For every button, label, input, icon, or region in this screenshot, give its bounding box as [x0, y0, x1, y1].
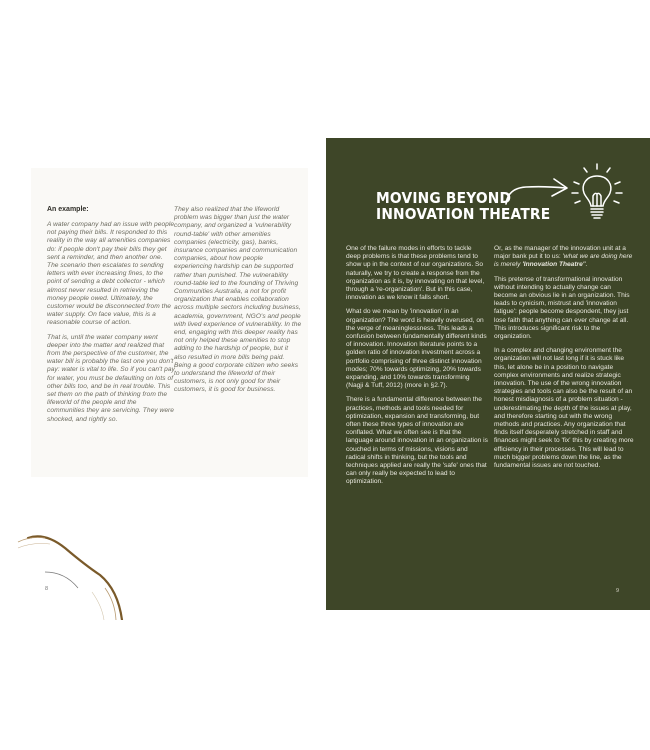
- title-line-2: INNOVATION THEATRE: [376, 205, 551, 223]
- example-callout-box: [31, 168, 308, 477]
- body-column-2: [494, 245, 636, 476]
- quote-bold-term: 'Innovation Theatre': [522, 261, 585, 269]
- page-number-left: 8: [45, 586, 49, 592]
- quote-end: '.: [584, 261, 588, 269]
- quote-italic: 'what we are doing here is merely: [494, 253, 633, 269]
- body-paragraph: One of the failure modes in efforts to tackle deep problems is that these problems tend to show up in the context of our organizations. So naturally, we try to create a response from the organization as it is, by innovating on that level, through a 're-organization'. But in this case, innovation as we know it falls short.: [346, 245, 485, 302]
- quote-paragraph: [494, 245, 636, 270]
- example-heading: An example:: [47, 206, 89, 213]
- body-column-1: [346, 245, 488, 493]
- brush-stroke-decoration-icon: [10, 530, 130, 620]
- example-paragraph: A water company had an issue with people not paying their bills. It responded to this reality in the way all amenities companies do: if people don't pay their bills they get sent a reminder, and then another one. The scenario then escalates to sending letters with ever increasing fines, to the point of sending a debt collector - which almost never resulted in retrieving the money people owed. Ultimately, the customer would be disconnected from the water supply. On face value, this is a reasonable course of action.: [47, 221, 175, 327]
- right-page: [326, 138, 650, 610]
- body-paragraph: What do we mean by 'innovation' in an organization? The word is heavily overused, on the verge of meaninglessness. This leads a confusion between fundamentally different kinds of innovation. Innovation literature points to a golden ratio of innovation investment across a portfolio comprising of three distinct innovation modes; 70% towards optimizing, 20% towards expanding, and 10% towards transforming (Nagji & Tuff, 2012) (more in §2.7).: [346, 308, 487, 390]
- body-paragraph: There is a fundamental difference between the practices, methods and tools needed for optimization, expansion and transforming, but often these three types of innovation are conflated. What we often see is that the language around innovation in an organization is couched in terms of missions, visions and radical shifts in thinking, but the tools and techniques applied are really the 'safe' ones that can only really be expected to lead to optimization.: [346, 396, 488, 486]
- example-paragraph: They also realized that the lifeworld problem was bigger than just the water company, and organized a 'vulnerability round-table' with other amenities companies (electricity, gas), banks, insurance companies and communication companies, about how people experiencing hardship can be supported rather than punished. The vulnerability round-table led to the founding of Thriving Communities Australia, a not for profit organization that enables collaboration across multiple sectors including business, academia, government, NGO's and people with lived experience of vulnerability. In the end, engaging with this deeper reality has not only helped these amenities to stop adding to the hardship of people, but it also resulted in more bills being paid. Being a good corporate citizen who seeks to understand the lifeworld of their customers, is not only good for their customers, it is good for business.: [174, 206, 302, 394]
- example-paragraph: That is, until the water company went deeper into the matter and realized that from the perspective of the customer, the water bill is probably the last one you don't pay: water is vital to life. So if you can't pay for water, you must be defaulting on lots of other bills too, and be in real trouble. This set them on the path of thinking from the lifeworld of the people and the communities they are servicing. They were shocked, and rightly so.: [47, 333, 175, 423]
- body-paragraph: In a complex and changing environment the organization will not last long if it is stuck like this, let alone be in a position to navigate complex environments and realize strategic innovation. The use of the wrong innovation strategies and tools can also be the result of an honest misdiagnosis of a problem situation - underestimating the depth of the issues at play, and therefore starting out with the wrong methods and practices. Any organization that finds itself desperately stretched in staff and finances might seek to 'fix' this by creating more efficiency in their processes. This will lead to much bigger problems down the line, as the fundamental issues are not touched.: [494, 347, 634, 470]
- lightbulb-icon: [562, 158, 632, 228]
- example-column-2: [174, 206, 302, 401]
- example-column-1: [47, 221, 175, 430]
- title-line-1: MOVING BEYOND: [376, 189, 512, 207]
- body-paragraph: This pretense of transformational innovation without intending to actually change can become an obvious lie in an organization. This leads to cynicism, mistrust and 'innovation fatigue': people become despondent, they just lose faith that anything can ever change at all. This introduces significant risk to the organization.: [494, 275, 630, 341]
- page-number-right: 9: [616, 588, 620, 594]
- quote-intro: Or, as the manager of the innovation unit at a major bank put it to us:: [494, 245, 626, 261]
